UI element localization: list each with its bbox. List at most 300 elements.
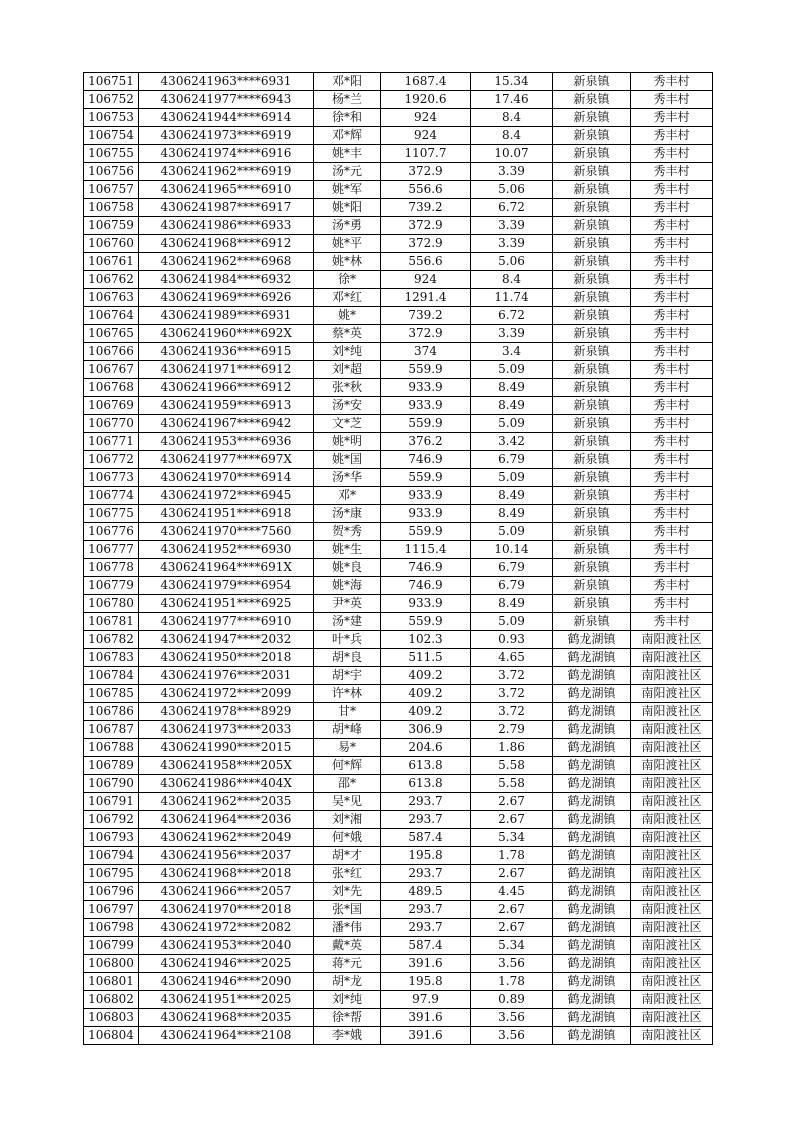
cell-town: 新泉镇	[553, 199, 631, 217]
cell-id-masked: 4306241978****8929	[139, 703, 314, 721]
table-row	[84, 469, 713, 487]
cell-serial-no: 106768	[84, 379, 139, 397]
table-row	[84, 721, 713, 739]
table-row	[84, 235, 713, 253]
cell-amount: 8.49	[471, 595, 553, 613]
cell-village: 南阳渡社区	[631, 793, 713, 811]
cell-name-masked: 汤*康	[314, 505, 381, 523]
cell-town: 新泉镇	[553, 433, 631, 451]
cell-village: 秀丰村	[631, 325, 713, 343]
cell-id-masked: 4306241977****6910	[139, 613, 314, 631]
cell-village: 秀丰村	[631, 127, 713, 145]
cell-village: 秀丰村	[631, 415, 713, 433]
cell-name-masked: 文*芝	[314, 415, 381, 433]
cell-id-masked: 4306241951****6925	[139, 595, 314, 613]
cell-name-masked: 贺*秀	[314, 523, 381, 541]
cell-village: 秀丰村	[631, 235, 713, 253]
table-row	[84, 883, 713, 901]
cell-name-masked: 姚*生	[314, 541, 381, 559]
cell-serial-no: 106802	[84, 991, 139, 1009]
cell-id-masked: 4306241970****7560	[139, 523, 314, 541]
cell-serial-no: 106772	[84, 451, 139, 469]
cell-name-masked: 邓*	[314, 487, 381, 505]
cell-id-masked: 4306241970****6914	[139, 469, 314, 487]
cell-town: 鹤龙湖镇	[553, 721, 631, 739]
cell-name-masked: 汤*华	[314, 469, 381, 487]
table-row	[84, 487, 713, 505]
cell-amount: 6.79	[471, 577, 553, 595]
cell-village: 秀丰村	[631, 361, 713, 379]
cell-village: 南阳渡社区	[631, 757, 713, 775]
cell-town: 新泉镇	[553, 181, 631, 199]
cell-town: 鹤龙湖镇	[553, 703, 631, 721]
cell-area: 409.2	[381, 667, 471, 685]
cell-village: 南阳渡社区	[631, 775, 713, 793]
cell-town: 鹤龙湖镇	[553, 757, 631, 775]
cell-area: 391.6	[381, 1009, 471, 1027]
cell-town: 新泉镇	[553, 91, 631, 109]
cell-village: 秀丰村	[631, 217, 713, 235]
cell-name-masked: 邓*阳	[314, 73, 381, 91]
cell-area: 489.5	[381, 883, 471, 901]
cell-town: 新泉镇	[553, 379, 631, 397]
cell-town: 新泉镇	[553, 361, 631, 379]
cell-serial-no: 106785	[84, 685, 139, 703]
cell-id-masked: 4306241974****6916	[139, 145, 314, 163]
table-row	[84, 361, 713, 379]
cell-amount: 3.39	[471, 325, 553, 343]
cell-town: 新泉镇	[553, 325, 631, 343]
cell-serial-no: 106791	[84, 793, 139, 811]
table-row	[84, 901, 713, 919]
cell-amount: 5.09	[471, 523, 553, 541]
cell-id-masked: 4306241977****697X	[139, 451, 314, 469]
table-row	[84, 865, 713, 883]
table-row	[84, 613, 713, 631]
cell-id-masked: 4306241962****2049	[139, 829, 314, 847]
cell-id-masked: 4306241964****691X	[139, 559, 314, 577]
cell-name-masked: 刘*先	[314, 883, 381, 901]
cell-name-masked: 易*	[314, 739, 381, 757]
table-row	[84, 325, 713, 343]
cell-area: 559.9	[381, 613, 471, 631]
cell-area: 374	[381, 343, 471, 361]
cell-serial-no: 106776	[84, 523, 139, 541]
cell-town: 鹤龙湖镇	[553, 937, 631, 955]
cell-town: 新泉镇	[553, 487, 631, 505]
cell-area: 293.7	[381, 811, 471, 829]
cell-area: 924	[381, 127, 471, 145]
cell-town: 鹤龙湖镇	[553, 829, 631, 847]
cell-area: 933.9	[381, 505, 471, 523]
cell-serial-no: 106796	[84, 883, 139, 901]
table-row	[84, 145, 713, 163]
cell-area: 391.6	[381, 1027, 471, 1045]
cell-area: 372.9	[381, 163, 471, 181]
cell-id-masked: 4306241958****205X	[139, 757, 314, 775]
cell-serial-no: 106762	[84, 271, 139, 289]
cell-amount: 8.4	[471, 127, 553, 145]
cell-id-masked: 4306241972****6945	[139, 487, 314, 505]
cell-town: 鹤龙湖镇	[553, 649, 631, 667]
cell-amount: 4.65	[471, 649, 553, 667]
table-row	[84, 289, 713, 307]
cell-amount: 5.09	[471, 361, 553, 379]
cell-name-masked: 胡*良	[314, 649, 381, 667]
table-row	[84, 523, 713, 541]
cell-name-masked: 张*秋	[314, 379, 381, 397]
cell-village: 南阳渡社区	[631, 865, 713, 883]
cell-village: 南阳渡社区	[631, 667, 713, 685]
cell-village: 秀丰村	[631, 307, 713, 325]
cell-village: 秀丰村	[631, 271, 713, 289]
table-row	[84, 577, 713, 595]
cell-serial-no: 106765	[84, 325, 139, 343]
cell-town: 新泉镇	[553, 145, 631, 163]
table-row	[84, 919, 713, 937]
cell-id-masked: 4306241965****6910	[139, 181, 314, 199]
table-row	[84, 397, 713, 415]
cell-amount: 5.34	[471, 829, 553, 847]
cell-id-masked: 4306241963****6931	[139, 73, 314, 91]
cell-area: 739.2	[381, 199, 471, 217]
cell-name-masked: 汤*勇	[314, 217, 381, 235]
cell-serial-no: 106790	[84, 775, 139, 793]
table-row	[84, 955, 713, 973]
cell-amount: 6.72	[471, 307, 553, 325]
table-row	[84, 163, 713, 181]
cell-village: 南阳渡社区	[631, 703, 713, 721]
cell-id-masked: 4306241947****2032	[139, 631, 314, 649]
cell-id-masked: 4306241936****6915	[139, 343, 314, 361]
cell-serial-no: 106753	[84, 109, 139, 127]
cell-area: 924	[381, 271, 471, 289]
cell-name-masked: 姚*海	[314, 577, 381, 595]
table-row	[84, 595, 713, 613]
cell-amount: 2.67	[471, 919, 553, 937]
cell-name-masked: 蒋*元	[314, 955, 381, 973]
cell-serial-no: 106798	[84, 919, 139, 937]
cell-area: 559.9	[381, 415, 471, 433]
cell-name-masked: 刘*纯	[314, 991, 381, 1009]
cell-area: 102.3	[381, 631, 471, 649]
cell-amount: 6.79	[471, 451, 553, 469]
cell-town: 新泉镇	[553, 289, 631, 307]
cell-town: 新泉镇	[553, 451, 631, 469]
cell-serial-no: 106780	[84, 595, 139, 613]
cell-amount: 2.67	[471, 901, 553, 919]
cell-amount: 5.06	[471, 181, 553, 199]
cell-village: 秀丰村	[631, 379, 713, 397]
cell-name-masked: 徐*和	[314, 109, 381, 127]
cell-village: 秀丰村	[631, 91, 713, 109]
cell-village: 秀丰村	[631, 577, 713, 595]
cell-village: 秀丰村	[631, 433, 713, 451]
table-row	[84, 343, 713, 361]
cell-name-masked: 胡*才	[314, 847, 381, 865]
cell-id-masked: 4306241972****2082	[139, 919, 314, 937]
cell-town: 鹤龙湖镇	[553, 901, 631, 919]
cell-serial-no: 106801	[84, 973, 139, 991]
cell-name-masked: 吴*见	[314, 793, 381, 811]
cell-town: 新泉镇	[553, 109, 631, 127]
cell-name-masked: 刘*超	[314, 361, 381, 379]
cell-name-masked: 姚*良	[314, 559, 381, 577]
table-row	[84, 433, 713, 451]
cell-town: 新泉镇	[553, 523, 631, 541]
cell-id-masked: 4306241946****2090	[139, 973, 314, 991]
cell-area: 587.4	[381, 937, 471, 955]
cell-amount: 8.4	[471, 271, 553, 289]
cell-village: 南阳渡社区	[631, 937, 713, 955]
cell-area: 372.9	[381, 325, 471, 343]
cell-id-masked: 4306241951****2025	[139, 991, 314, 1009]
cell-serial-no: 106786	[84, 703, 139, 721]
cell-serial-no: 106803	[84, 1009, 139, 1027]
cell-village: 南阳渡社区	[631, 973, 713, 991]
cell-amount: 5.06	[471, 253, 553, 271]
cell-amount: 3.39	[471, 235, 553, 253]
cell-village: 秀丰村	[631, 523, 713, 541]
cell-name-masked: 姚*丰	[314, 145, 381, 163]
cell-name-masked: 汤*建	[314, 613, 381, 631]
cell-id-masked: 4306241964****2036	[139, 811, 314, 829]
cell-area: 1107.7	[381, 145, 471, 163]
cell-area: 559.9	[381, 361, 471, 379]
cell-name-masked: 何*娥	[314, 829, 381, 847]
cell-id-masked: 4306241979****6954	[139, 577, 314, 595]
cell-id-masked: 4306241987****6917	[139, 199, 314, 217]
cell-id-masked: 4306241967****6942	[139, 415, 314, 433]
cell-id-masked: 4306241986****6933	[139, 217, 314, 235]
cell-serial-no: 106758	[84, 199, 139, 217]
cell-town: 新泉镇	[553, 235, 631, 253]
cell-amount: 2.67	[471, 811, 553, 829]
cell-area: 195.8	[381, 973, 471, 991]
cell-name-masked: 杨*兰	[314, 91, 381, 109]
cell-village: 秀丰村	[631, 199, 713, 217]
table-row	[84, 91, 713, 109]
cell-amount: 0.93	[471, 631, 553, 649]
cell-area: 204.6	[381, 739, 471, 757]
cell-name-masked: 姚*军	[314, 181, 381, 199]
cell-amount: 8.49	[471, 397, 553, 415]
cell-amount: 8.49	[471, 505, 553, 523]
cell-area: 1920.6	[381, 91, 471, 109]
cell-village: 南阳渡社区	[631, 721, 713, 739]
cell-village: 秀丰村	[631, 253, 713, 271]
cell-amount: 0.89	[471, 991, 553, 1009]
cell-amount: 10.14	[471, 541, 553, 559]
cell-town: 新泉镇	[553, 505, 631, 523]
cell-name-masked: 潘*伟	[314, 919, 381, 937]
cell-village: 秀丰村	[631, 595, 713, 613]
table-row	[84, 127, 713, 145]
cell-amount: 1.86	[471, 739, 553, 757]
table-row	[84, 847, 713, 865]
table-row	[84, 775, 713, 793]
cell-serial-no: 106760	[84, 235, 139, 253]
cell-town: 新泉镇	[553, 307, 631, 325]
cell-name-masked: 尹*英	[314, 595, 381, 613]
cell-area: 556.6	[381, 181, 471, 199]
cell-area: 306.9	[381, 721, 471, 739]
table-row	[84, 649, 713, 667]
cell-serial-no: 106767	[84, 361, 139, 379]
cell-serial-no: 106769	[84, 397, 139, 415]
cell-id-masked: 4306241986****404X	[139, 775, 314, 793]
cell-id-masked: 4306241946****2025	[139, 955, 314, 973]
cell-town: 鹤龙湖镇	[553, 631, 631, 649]
cell-area: 746.9	[381, 451, 471, 469]
cell-village: 秀丰村	[631, 343, 713, 361]
cell-amount: 1.78	[471, 847, 553, 865]
cell-area: 924	[381, 109, 471, 127]
cell-serial-no: 106752	[84, 91, 139, 109]
cell-id-masked: 4306241976****2031	[139, 667, 314, 685]
cell-name-masked: 姚*明	[314, 433, 381, 451]
cell-village: 南阳渡社区	[631, 631, 713, 649]
cell-name-masked: 姚*林	[314, 253, 381, 271]
cell-village: 南阳渡社区	[631, 1009, 713, 1027]
cell-town: 鹤龙湖镇	[553, 973, 631, 991]
table-row	[84, 541, 713, 559]
cell-amount: 3.42	[471, 433, 553, 451]
cell-id-masked: 4306241962****6968	[139, 253, 314, 271]
cell-name-masked: 姚*平	[314, 235, 381, 253]
cell-village: 南阳渡社区	[631, 955, 713, 973]
cell-serial-no: 106757	[84, 181, 139, 199]
cell-name-masked: 刘*湘	[314, 811, 381, 829]
cell-serial-no: 106784	[84, 667, 139, 685]
table-row	[84, 253, 713, 271]
table-row	[84, 415, 713, 433]
table-row	[84, 271, 713, 289]
cell-id-masked: 4306241989****6931	[139, 307, 314, 325]
cell-serial-no: 106761	[84, 253, 139, 271]
cell-amount: 8.49	[471, 379, 553, 397]
cell-area: 559.9	[381, 523, 471, 541]
cell-town: 鹤龙湖镇	[553, 739, 631, 757]
cell-area: 372.9	[381, 217, 471, 235]
cell-serial-no: 106788	[84, 739, 139, 757]
table-row	[84, 451, 713, 469]
cell-serial-no: 106792	[84, 811, 139, 829]
cell-name-masked: 胡*峰	[314, 721, 381, 739]
cell-town: 鹤龙湖镇	[553, 685, 631, 703]
cell-amount: 4.45	[471, 883, 553, 901]
cell-serial-no: 106764	[84, 307, 139, 325]
cell-town: 鹤龙湖镇	[553, 847, 631, 865]
cell-id-masked: 4306241962****6919	[139, 163, 314, 181]
cell-amount: 3.39	[471, 217, 553, 235]
table-row	[84, 1009, 713, 1027]
cell-amount: 8.49	[471, 487, 553, 505]
cell-amount: 3.72	[471, 685, 553, 703]
cell-village: 秀丰村	[631, 109, 713, 127]
cell-area: 933.9	[381, 397, 471, 415]
cell-amount: 6.72	[471, 199, 553, 217]
cell-id-masked: 4306241962****2035	[139, 793, 314, 811]
table-row	[84, 991, 713, 1009]
cell-id-masked: 4306241968****6912	[139, 235, 314, 253]
table-row	[84, 685, 713, 703]
cell-town: 新泉镇	[553, 271, 631, 289]
cell-name-masked: 刘*纯	[314, 343, 381, 361]
table-row	[84, 757, 713, 775]
cell-area: 933.9	[381, 379, 471, 397]
cell-serial-no: 106777	[84, 541, 139, 559]
cell-area: 391.6	[381, 955, 471, 973]
cell-area: 613.8	[381, 757, 471, 775]
cell-id-masked: 4306241973****2033	[139, 721, 314, 739]
cell-name-masked: 李*娥	[314, 1027, 381, 1045]
table-row	[84, 379, 713, 397]
cell-area: 933.9	[381, 595, 471, 613]
cell-town: 新泉镇	[553, 595, 631, 613]
cell-serial-no: 106799	[84, 937, 139, 955]
table-row	[84, 307, 713, 325]
cell-area: 293.7	[381, 919, 471, 937]
cell-town: 鹤龙湖镇	[553, 1009, 631, 1027]
cell-serial-no: 106773	[84, 469, 139, 487]
cell-id-masked: 4306241964****2108	[139, 1027, 314, 1045]
cell-amount: 3.56	[471, 955, 553, 973]
table-row	[84, 667, 713, 685]
cell-village: 南阳渡社区	[631, 991, 713, 1009]
cell-town: 新泉镇	[553, 415, 631, 433]
cell-name-masked: 邓*红	[314, 289, 381, 307]
cell-name-masked: 汤*安	[314, 397, 381, 415]
cell-village: 南阳渡社区	[631, 685, 713, 703]
cell-village: 秀丰村	[631, 289, 713, 307]
cell-village: 秀丰村	[631, 469, 713, 487]
cell-serial-no: 106775	[84, 505, 139, 523]
cell-village: 南阳渡社区	[631, 739, 713, 757]
cell-id-masked: 4306241972****2099	[139, 685, 314, 703]
cell-serial-no: 106781	[84, 613, 139, 631]
cell-name-masked: 邓*辉	[314, 127, 381, 145]
cell-area: 97.9	[381, 991, 471, 1009]
cell-town: 鹤龙湖镇	[553, 775, 631, 793]
cell-name-masked: 汤*元	[314, 163, 381, 181]
cell-town: 鹤龙湖镇	[553, 991, 631, 1009]
cell-village: 秀丰村	[631, 145, 713, 163]
cell-id-masked: 4306241973****6919	[139, 127, 314, 145]
cell-village: 南阳渡社区	[631, 901, 713, 919]
cell-town: 新泉镇	[553, 397, 631, 415]
cell-id-masked: 4306241960****692X	[139, 325, 314, 343]
cell-name-masked: 姚*	[314, 307, 381, 325]
cell-id-masked: 4306241984****6932	[139, 271, 314, 289]
cell-area: 293.7	[381, 865, 471, 883]
cell-name-masked: 张*红	[314, 865, 381, 883]
cell-name-masked: 胡*龙	[314, 973, 381, 991]
cell-amount: 5.09	[471, 415, 553, 433]
cell-area: 409.2	[381, 703, 471, 721]
cell-id-masked: 4306241969****6926	[139, 289, 314, 307]
cell-village: 南阳渡社区	[631, 919, 713, 937]
cell-village: 南阳渡社区	[631, 1027, 713, 1045]
cell-amount: 3.56	[471, 1027, 553, 1045]
cell-serial-no: 106782	[84, 631, 139, 649]
cell-name-masked: 姚*国	[314, 451, 381, 469]
cell-area: 376.2	[381, 433, 471, 451]
cell-amount: 10.07	[471, 145, 553, 163]
cell-name-masked: 姚*阳	[314, 199, 381, 217]
cell-town: 新泉镇	[553, 163, 631, 181]
cell-serial-no: 106778	[84, 559, 139, 577]
